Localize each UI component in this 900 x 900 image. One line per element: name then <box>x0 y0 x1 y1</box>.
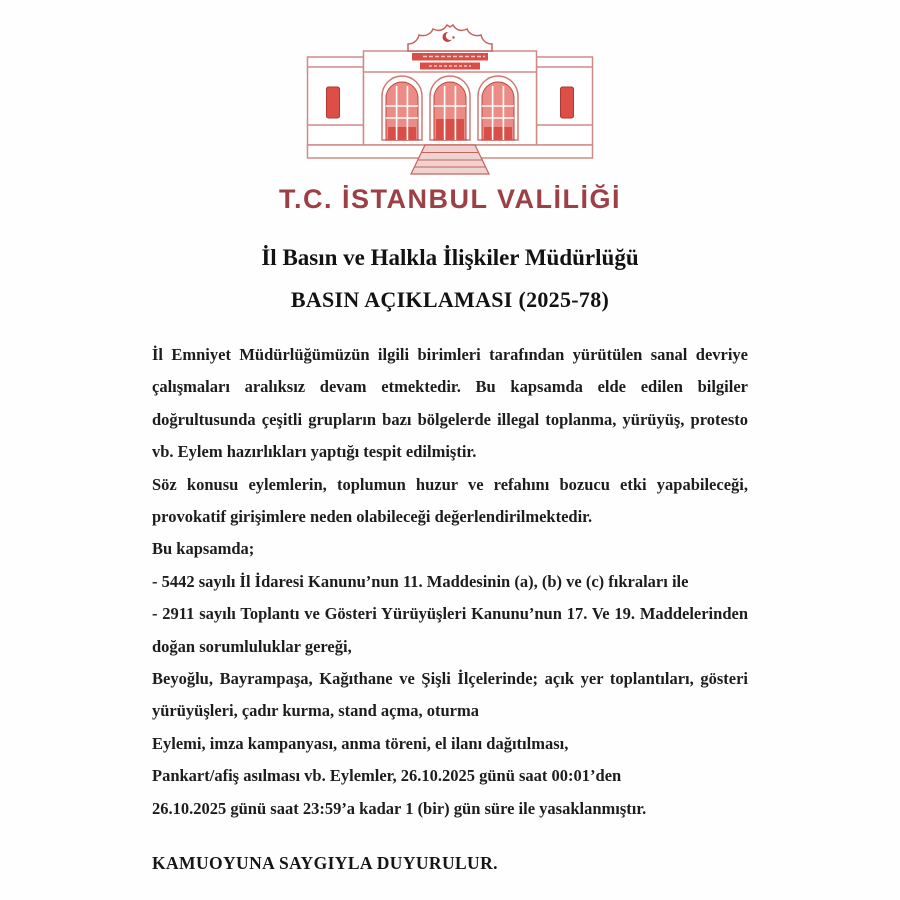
body-line: 26.10.2025 günü saat 23:59’a kadar 1 (bir) gün süre ile yasaklanmıştır. <box>152 798 647 818</box>
body-line: çalışmaları aralıksız devam etmektedir. Bu kapsamda elde edilen bilgiler <box>152 377 748 397</box>
government-building-icon <box>305 24 595 176</box>
body-line-bullet: - 5442 sayılı İl İdaresi Kanunu’nun 11. Maddesinin (a), (b) ve (c) fıkraları ile <box>152 571 689 591</box>
body-line: Beyoğlu, Bayrampaşa, Kağıthane ve Şişli İlçelerinde; açık yer toplantıları, gösteri <box>152 669 748 689</box>
governorship-logo <box>0 0 900 215</box>
body-line: yürüyüşleri, çadır kurma, stand açma, oturma <box>152 701 479 721</box>
logo-caption: T.C. İSTANBUL VALİLİĞİ <box>279 184 621 214</box>
body-line: Söz konusu eylemlerin, toplumun huzur ve refahını bozucu etki yapabileceği, <box>152 474 748 494</box>
body-line-bullet: - 2911 sayılı Toplantı ve Gösteri Yürüyüşleri Kanunu’nun 17. Ve 19. Maddelerinden <box>152 604 748 624</box>
body-line: Eylemi, imza kampanyası, anma töreni, el ilanı dağıtılması, <box>152 733 569 753</box>
closing-statement: KAMUOYUNA SAYGIYLA DUYURULUR. <box>152 853 498 874</box>
body-line: Pankart/afiş asılması vb. Eylemler, 26.10.2025 günü saat 00:01’den <box>152 766 622 786</box>
body-line: doğan sorumluluklar gereği, <box>152 636 352 656</box>
body-line: vb. Eylem hazırlıkları yaptığı tespit edilmiştir. <box>152 442 477 462</box>
body-line: Bu kapsamda; <box>152 539 255 559</box>
press-release-body <box>152 339 748 825</box>
body-line: doğrultusunda çeşitli grupların bazı bölgelerde illegal toplanma, yürüyüş, protesto <box>152 409 748 429</box>
body-line: provokatif girişimlere neden olabileceği değerlendirilmektedir. <box>152 507 593 527</box>
department-heading: İl Basın ve Halkla İlişkiler Müdürlüğü <box>261 245 639 270</box>
press-release-title: BASIN AÇIKLAMASI (2025-78) <box>290 287 610 312</box>
body-line: İl Emniyet Müdürlüğümüzün ilgili birimleri tarafından yürütülen sanal devriye <box>152 345 748 364</box>
